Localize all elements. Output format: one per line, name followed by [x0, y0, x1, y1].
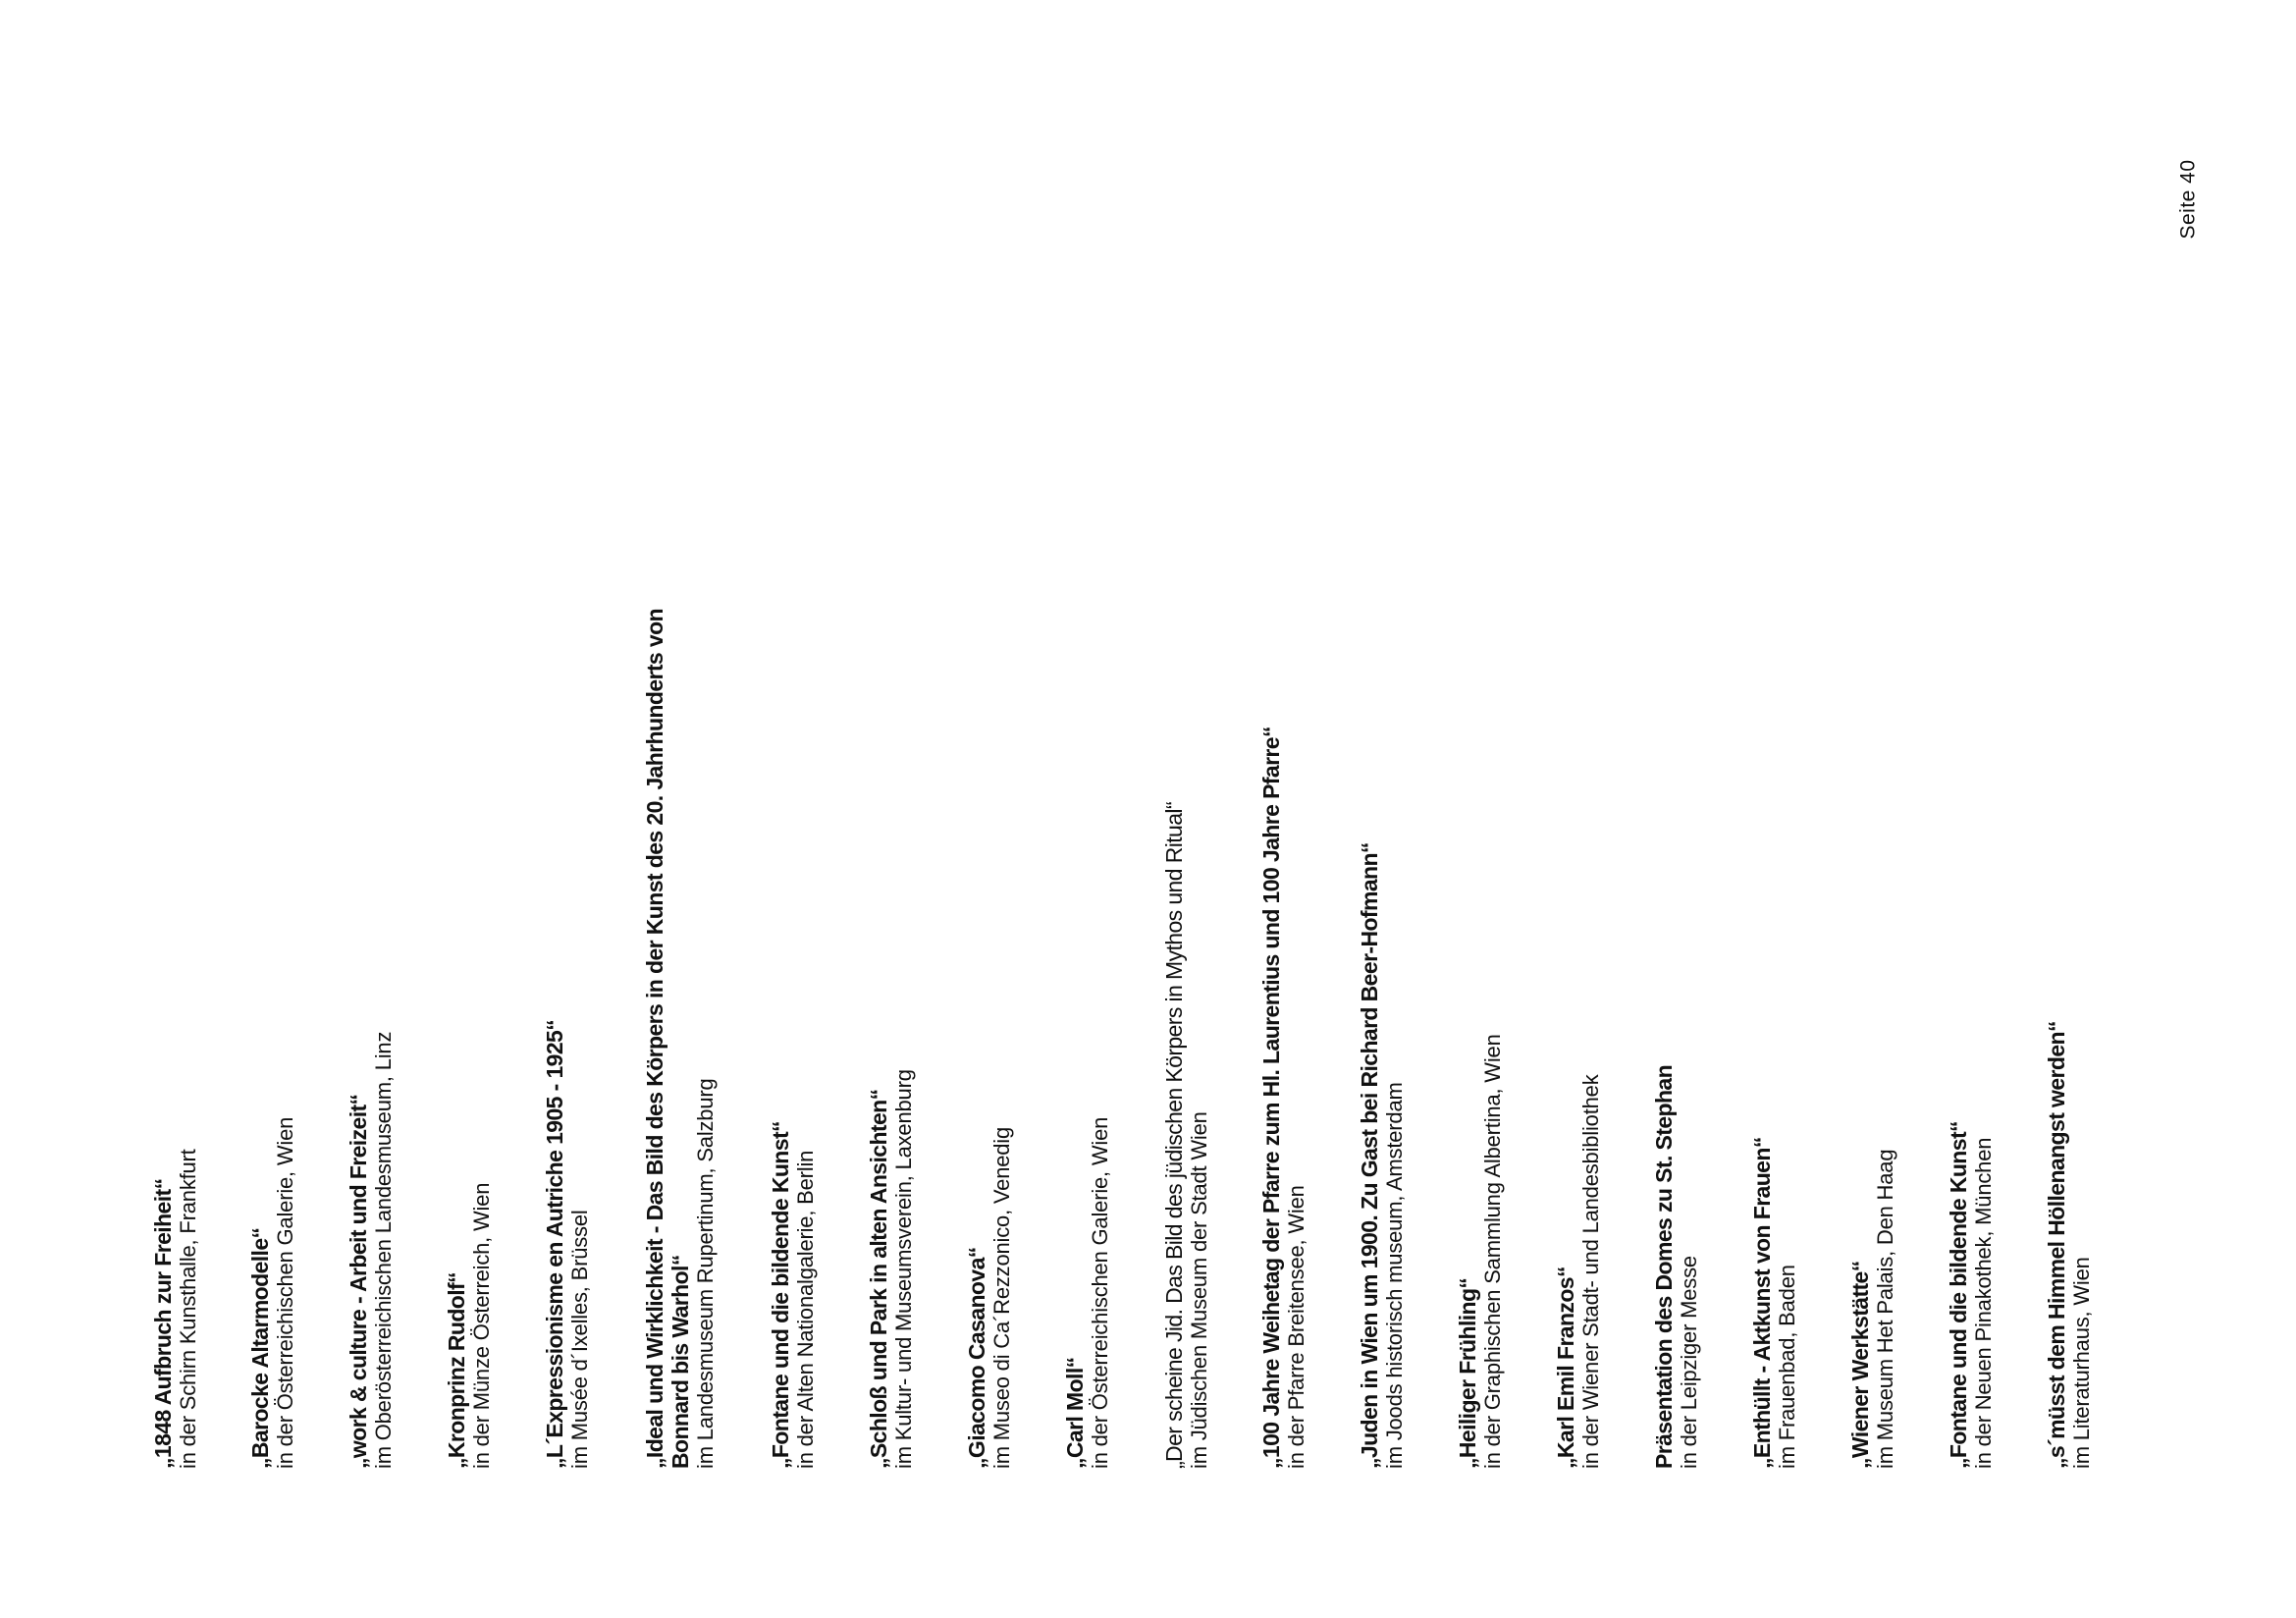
exhibition-venue: im Literaturhaus, Wien: [2069, 1257, 2094, 1469]
exhibition-venue: in der Leipziger Messe: [1677, 1256, 1701, 1469]
exhibition-venue: in der Österreichischen Galerie, Wien: [1088, 1116, 1112, 1469]
exhibition-venue: in der Schirn Kunsthalle, Frankfurt: [176, 1149, 200, 1469]
exhibition-venue: in der Alten Nationalgalerie, Berlin: [793, 1150, 818, 1469]
exhibition-venue: in der Pfarre Breitensee, Wien: [1284, 1185, 1308, 1469]
exhibition-entry: [2044, 1021, 2094, 1469]
exhibition-venue: im Kultur- und Museumsverein, Laxenburg: [891, 1069, 916, 1469]
exhibition-entry: [1651, 1065, 1701, 1469]
page-number-label: Seite 40: [2177, 159, 2200, 240]
exhibition-title: „Heiliger Frühling“: [1455, 1277, 1480, 1469]
exhibition-entry: [542, 1020, 592, 1469]
exhibition-title: „Fontane und die bildende Kunst“: [768, 1121, 793, 1469]
exhibition-entry: [1258, 727, 1308, 1469]
exhibition-title: „Giacomo Casanova“: [964, 1247, 989, 1469]
exhibition-venue: im Jüdischen Museum der Stadt Wien: [1187, 1111, 1211, 1469]
exhibition-venue: im Oberösterreichischen Landesmuseum, Linz: [371, 1031, 396, 1469]
exhibition-venue: im Frauenbad, Baden: [1775, 1265, 1799, 1469]
exhibition-venue: in der Neuen Pinakothek, München: [1971, 1137, 1996, 1469]
exhibition-title: „1848 Aufbruch zur Freiheit“: [150, 1178, 176, 1469]
exhibition-title: „s´müsst dem Himmel Höllenangst werden“: [2044, 1021, 2069, 1469]
exhibition-venue: in der Münze Österreich, Wien: [469, 1182, 494, 1469]
exhibition-entry: [444, 1183, 494, 1469]
exhibition-title: „Juden in Wien um 1900. Zu Gast bei Richard Beer-Hofmann“: [1357, 842, 1382, 1469]
exhibition-title: „100 Jahre Weihetag der Pfarre zum Hl. Laurentius und 100 Jahre Pfarre“: [1258, 727, 1284, 1469]
exhibition-entry: [768, 1121, 818, 1469]
exhibition-title: „Karl Emil Franzos“: [1553, 1267, 1578, 1469]
exhibition-venue: im Joods historisch museum, Amsterdam: [1382, 1082, 1407, 1469]
exhibition-title: „Kronprinz Rudolf“: [444, 1272, 469, 1469]
exhibition-entry: [1357, 842, 1407, 1469]
exhibition-entry: [1946, 1121, 1996, 1469]
exhibition-title-continued: Bonnard bis Warhol“: [667, 1255, 693, 1469]
exhibition-entry: [1749, 1137, 1799, 1469]
exhibition-entry: [1161, 802, 1211, 1469]
exhibition-title: „Der scheine Jid. Das Bild des jüdischen Körpers in Mythos und Ritual“: [1161, 802, 1187, 1469]
exhibition-entry: [1062, 1117, 1112, 1469]
exhibition-title: „Schloß und Park in alten Ansichten“: [866, 1089, 891, 1469]
exhibition-venue: in der Österreichischen Galerie, Wien: [273, 1116, 297, 1469]
exhibition-title: „Ideal und Wirklichkeit - Das Bild des Körpers in der Kunst des 20. Jahrhunderts von: [642, 609, 667, 1469]
exhibition-title: „Fontane und die bildende Kunst“: [1946, 1121, 1971, 1469]
exhibition-title: Präsentation des Domes zu St. Stephan: [1651, 1064, 1677, 1469]
exhibition-entry: [1455, 1034, 1505, 1469]
exhibition-venue: im Landesmuseum Rupertinum, Salzburg: [693, 1078, 718, 1469]
exhibition-entry: [964, 1127, 1014, 1469]
exhibition-entry: [150, 1149, 200, 1469]
exhibition-venue: in der Wiener Stadt- und Landesbibliothek: [1578, 1074, 1603, 1469]
exhibition-entry: [247, 1117, 297, 1469]
exhibition-title: „L´Expressionisme en Autriche 1905 - 1925“: [542, 1019, 567, 1469]
exhibition-venue: in der Graphischen Sammlung Albertina, Wien: [1480, 1034, 1505, 1469]
exhibition-entry: [1847, 1150, 1897, 1469]
exhibition-entry: [642, 609, 718, 1469]
exhibition-title: „Barocke Altarmodelle“: [247, 1227, 273, 1469]
exhibition-entry: [1553, 1075, 1603, 1470]
exhibition-title: „work & culture - Arbeit und Freizeit“: [346, 1094, 371, 1469]
exhibition-venue: im Museum Het Palais, Den Haag: [1873, 1149, 1897, 1469]
exhibition-entry: [866, 1069, 916, 1469]
exhibition-venue: im Musée d´Ixelles, Brüssel: [567, 1210, 592, 1469]
exhibition-entry: [346, 1032, 396, 1469]
exhibition-venue: im Museo di Ca´Rezzonico, Venedig: [989, 1126, 1014, 1469]
exhibition-title: „Carl Moll“: [1062, 1357, 1088, 1469]
exhibition-title: „Wiener Werkstätte“: [1847, 1261, 1873, 1469]
exhibition-title: „Enthüllt - Aktkunst von Frauen“: [1749, 1137, 1775, 1469]
